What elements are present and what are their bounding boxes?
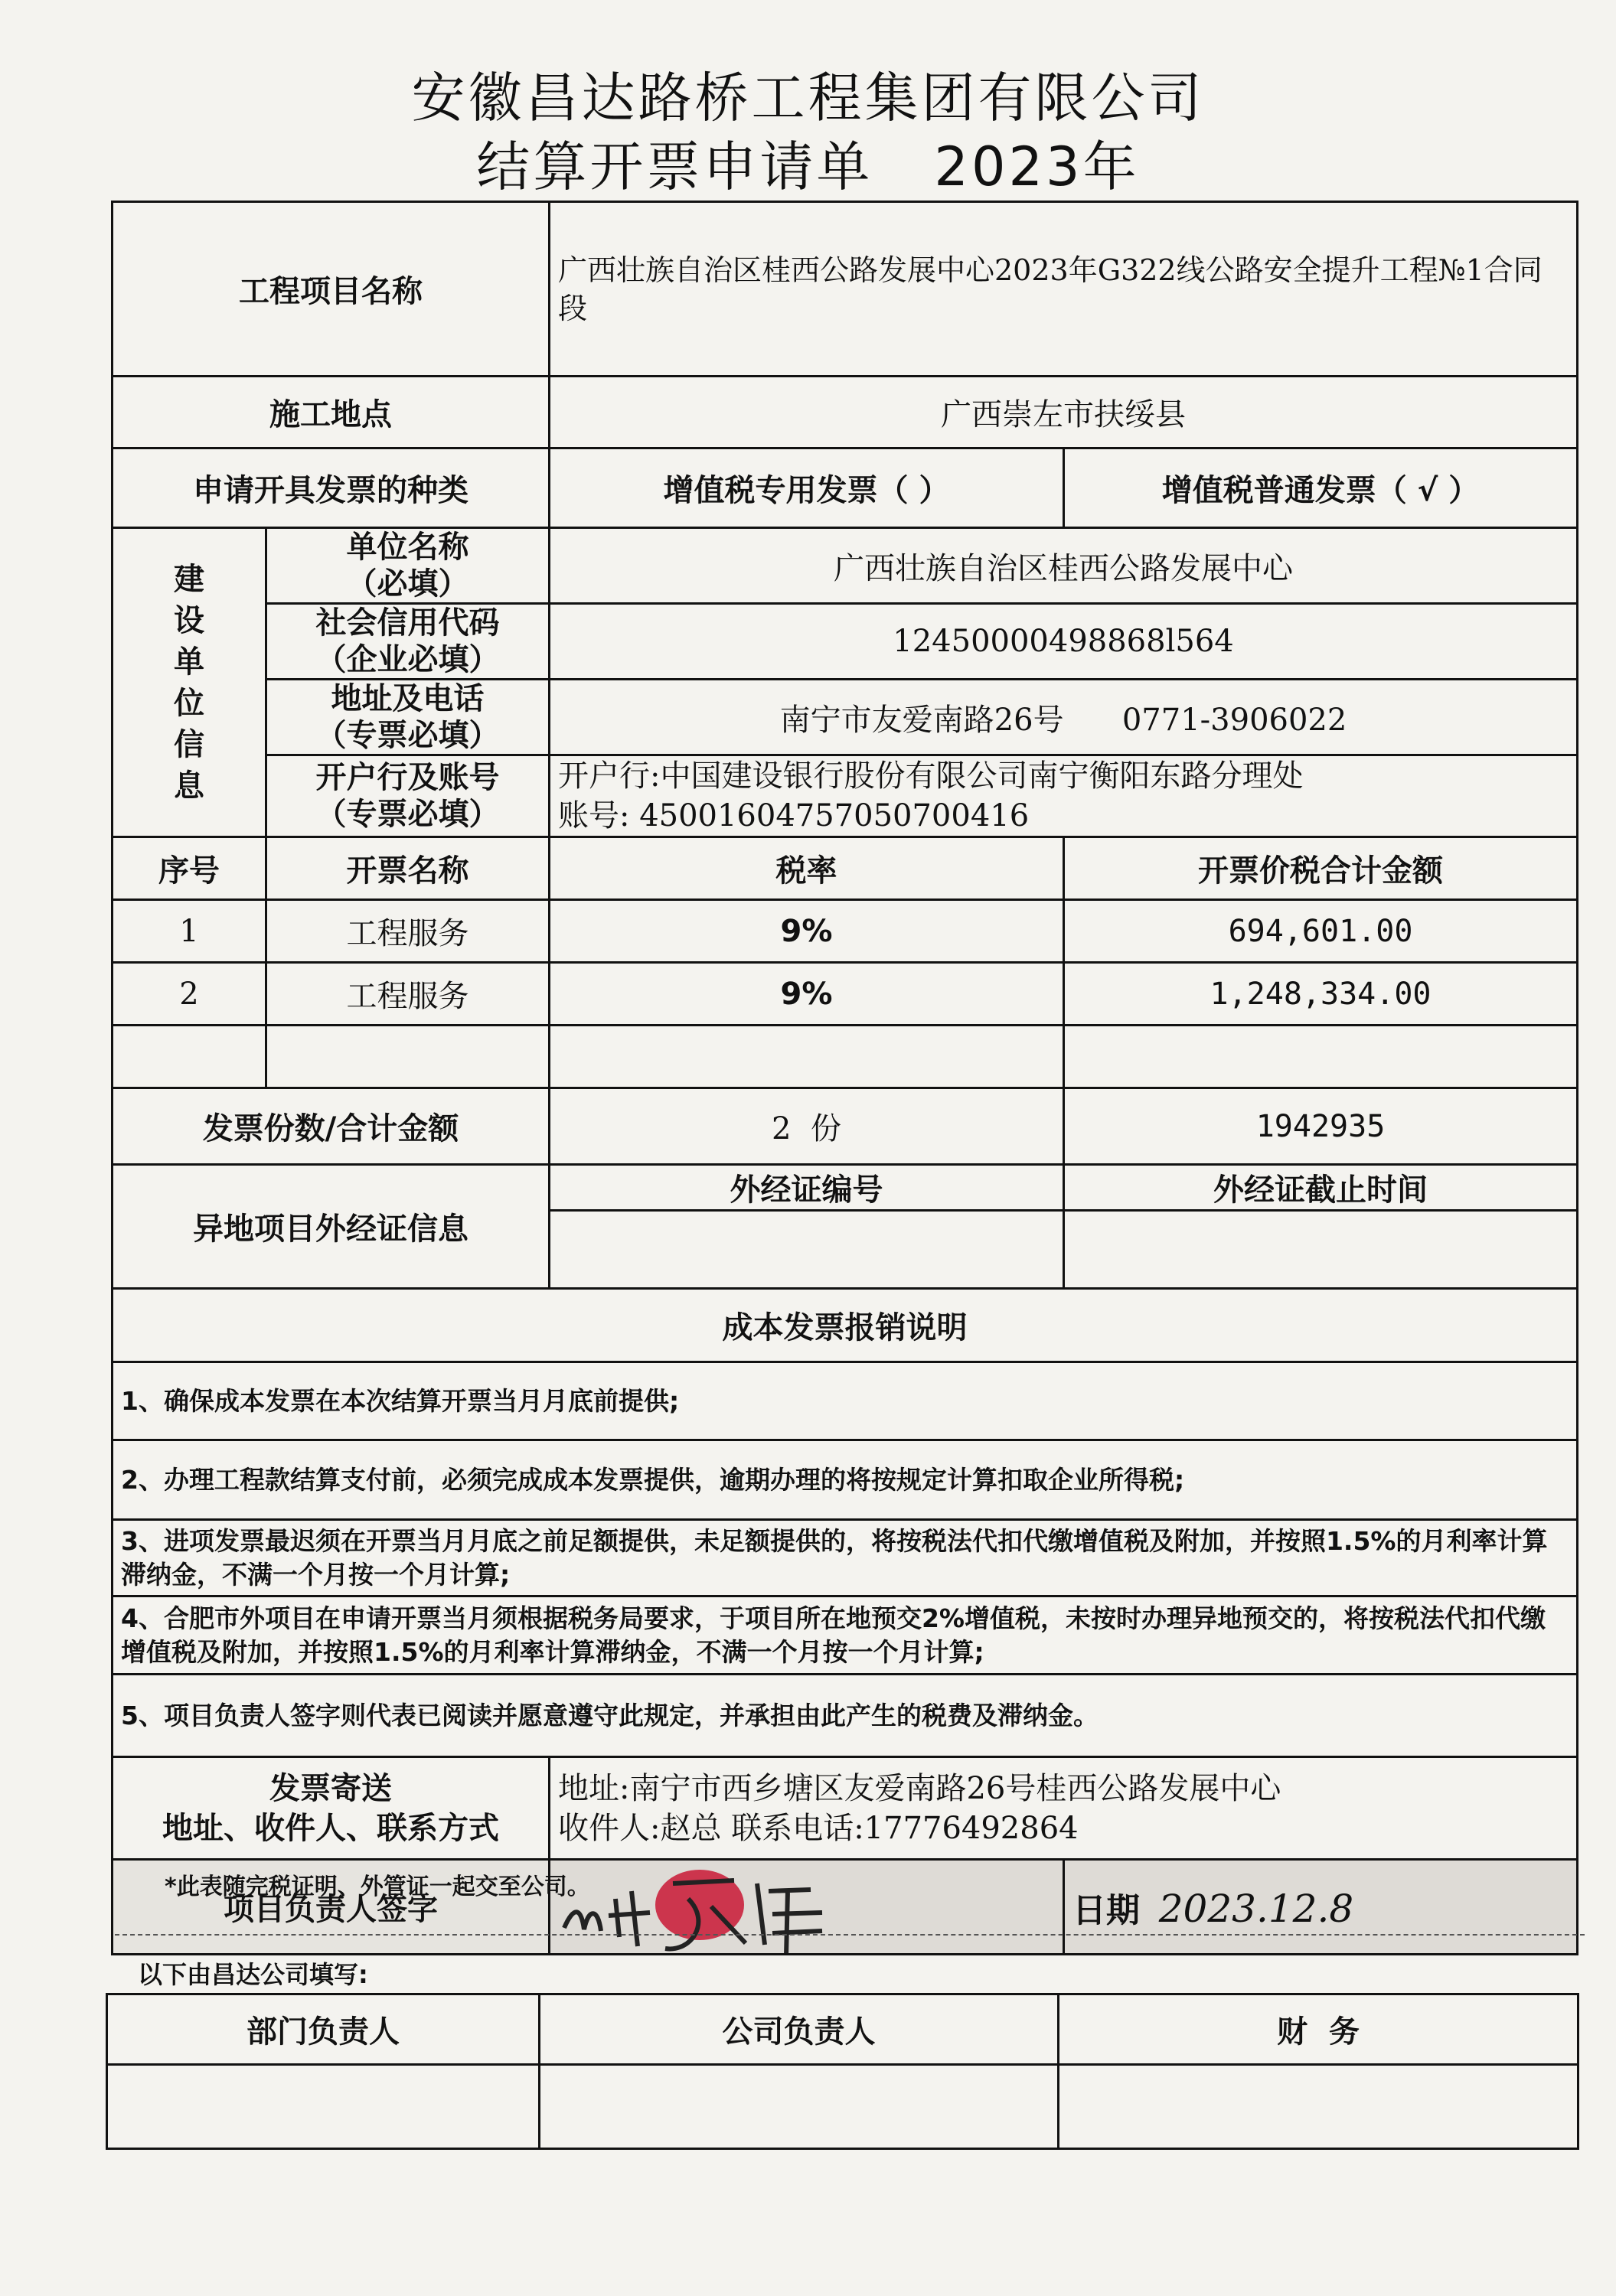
bank-account-label [266, 755, 550, 837]
unit-name-value: 广西壮族自治区桂西公路发展中心 [550, 528, 1578, 604]
dept-head-header: 部门负责人 [107, 1994, 540, 2065]
signature-stroke [564, 1912, 601, 1931]
builder-info-label [113, 528, 266, 837]
mailing-label-line2: 地址、收件人、联系方式 [162, 1810, 499, 1846]
account-number: 账号: 45001604757050700416 [558, 798, 1030, 833]
company-head-header: 公司负责人 [540, 1994, 1059, 2065]
outside-cert-label: 异地项目外经证信息 [113, 1165, 550, 1289]
form-title-text: 结算开票申请单 [476, 135, 873, 198]
credit-code-label [266, 604, 550, 680]
address-phone-value: 南宁市友爱南路26号 0771-3906022 [550, 680, 1578, 755]
notes-title: 成本发票报销说明 [113, 1289, 1578, 1362]
col-header-amount: 开票价税合计金额 [1064, 837, 1578, 900]
mailing-label-line1: 发票寄送 [269, 1770, 392, 1806]
col-header-name: 开票名称 [266, 837, 550, 900]
row-no: 2 [113, 963, 266, 1026]
row-no: 1 [113, 900, 266, 963]
form-title [0, 124, 1616, 201]
outside-cert-deadline-label: 外经证截止时间 [1064, 1165, 1578, 1211]
unit-name-hint: （必填） [346, 566, 469, 602]
dept-head-signature[interactable] [107, 2065, 540, 2149]
form-year: 2023年 [934, 135, 1140, 198]
internal-approval-table [106, 1993, 1579, 2150]
outside-cert-no-label: 外经证编号 [550, 1165, 1064, 1211]
note-item: 5、项目负责人签字则代表已阅读并愿意遵守此规定，并承担由此产生的税费及滞纳金。 [113, 1675, 1578, 1757]
bank-account-value [550, 755, 1578, 837]
totals-label: 发票份数/合计金额 [113, 1088, 550, 1165]
signature-stroke [757, 1883, 822, 1955]
invoice-type-normal: 增值税普通发票（ √ ） [1064, 448, 1578, 528]
footnote: *此表随完税证明、外管证一起交至公司。 [165, 1874, 590, 1900]
note-item: 3、进项发票最迟须在开票当月月底之前足额提供，未足额提供的，将按税法代扣代缴增值税及附加，并按照1.5%的月利率计算滞纳金，不满一个月按一个月计算; [113, 1520, 1578, 1596]
credit-code-label-text: 社会信用代码 [315, 605, 500, 641]
project-name-value: 广西壮族自治区桂西公路发展中心2023年G322线公路安全提升工程№1合同段 [550, 202, 1578, 377]
date-field[interactable] [1064, 1860, 1578, 1955]
totals-count: 2 份 [550, 1088, 1064, 1165]
signature-field[interactable] [550, 1860, 1064, 1955]
site-value: 广西崇左市扶绥县 [550, 377, 1578, 448]
internal-section-label: 以下由昌达公司填写: [138, 1960, 368, 1989]
unit-name-label [266, 528, 550, 604]
mailing-label [113, 1757, 550, 1860]
company-title: 安徽昌达路桥工程集团有限公司 [411, 67, 1205, 129]
credit-code-hint: （企业必填） [315, 642, 500, 677]
col-header-rate: 税率 [550, 837, 1064, 900]
finance-signature[interactable] [1059, 2065, 1578, 2149]
bank-name: 开户行:中国建设银行股份有限公司南宁衡阳东路分理处 [558, 758, 1304, 794]
site-label: 施工地点 [113, 377, 550, 448]
project-name-label: 工程项目名称 [113, 202, 550, 377]
finance-header: 财 务 [1059, 1994, 1578, 2065]
outside-cert-deadline-value [1064, 1211, 1578, 1289]
signature-stroke [609, 1891, 650, 1946]
mailing-recipient: 收件人:赵总 联系电话:17776492864 [558, 1810, 1079, 1846]
address-phone-label-text: 地址及电话 [331, 681, 485, 716]
row-rate: 9% [550, 900, 1064, 963]
bank-account-hint: （专票必填） [315, 797, 500, 832]
builder-char: 单 [174, 644, 204, 680]
handwritten-signature [558, 1861, 864, 1955]
table-row [113, 900, 1578, 963]
table-row-empty [113, 1026, 1578, 1088]
note-item: 1、确保成本发票在本次结算开票当月月底前提供; [113, 1362, 1578, 1440]
cut-line-divider [115, 1934, 1585, 1936]
table-row [113, 963, 1578, 1026]
totals-amount: 1942935 [1064, 1088, 1578, 1165]
signature-label: 项目负责人签字 [113, 1860, 550, 1955]
builder-char: 位 [174, 685, 204, 721]
outside-cert-no-value [550, 1211, 1064, 1289]
builder-char: 信 [174, 726, 204, 762]
invoice-type-label: 申请开具发票的种类 [113, 448, 550, 528]
address-phone-label [266, 680, 550, 755]
mailing-value [550, 1757, 1578, 1860]
unit-name-label-text: 单位名称 [346, 530, 469, 565]
row-amount: 694,601.00 [1064, 900, 1578, 963]
bank-account-label-text: 开户行及账号 [315, 760, 500, 795]
credit-code-value: 12450000498868l564 [550, 604, 1578, 680]
row-rate: 9% [550, 963, 1064, 1026]
col-header-no: 序号 [113, 837, 266, 900]
address-phone-hint: （专票必填） [315, 718, 500, 753]
builder-char: 设 [174, 602, 204, 638]
main-form-table [111, 201, 1578, 1955]
row-name: 工程服务 [266, 963, 550, 1026]
invoice-type-special: 增值税专用发票（ ） [550, 448, 1064, 528]
company-head-signature[interactable] [540, 2065, 1059, 2149]
builder-char: 建 [174, 561, 204, 597]
date-value: 2023.12.8 [1158, 1886, 1354, 1931]
builder-char: 息 [174, 768, 204, 804]
mailing-address: 地址:南宁市西乡塘区友爱南路26号桂西公路发展中心 [558, 1770, 1281, 1806]
row-name: 工程服务 [266, 900, 550, 963]
note-item: 2、办理工程款结算支付前，必须完成成本发票提供，逾期办理的将按规定计算扣取企业所得税; [113, 1440, 1578, 1520]
note-item: 4、合肥市外项目在申请开票当月须根据税务局要求，于项目所在地预交2%增值税，未按时办理异地预交的，将按税法代扣代缴增值税及附加，并按照1.5%的月利率计算滞纳金，不满一个月按一个月计算; [113, 1596, 1578, 1675]
row-amount: 1,248,334.00 [1064, 963, 1578, 1026]
date-label: 日期 [1072, 1890, 1140, 1930]
